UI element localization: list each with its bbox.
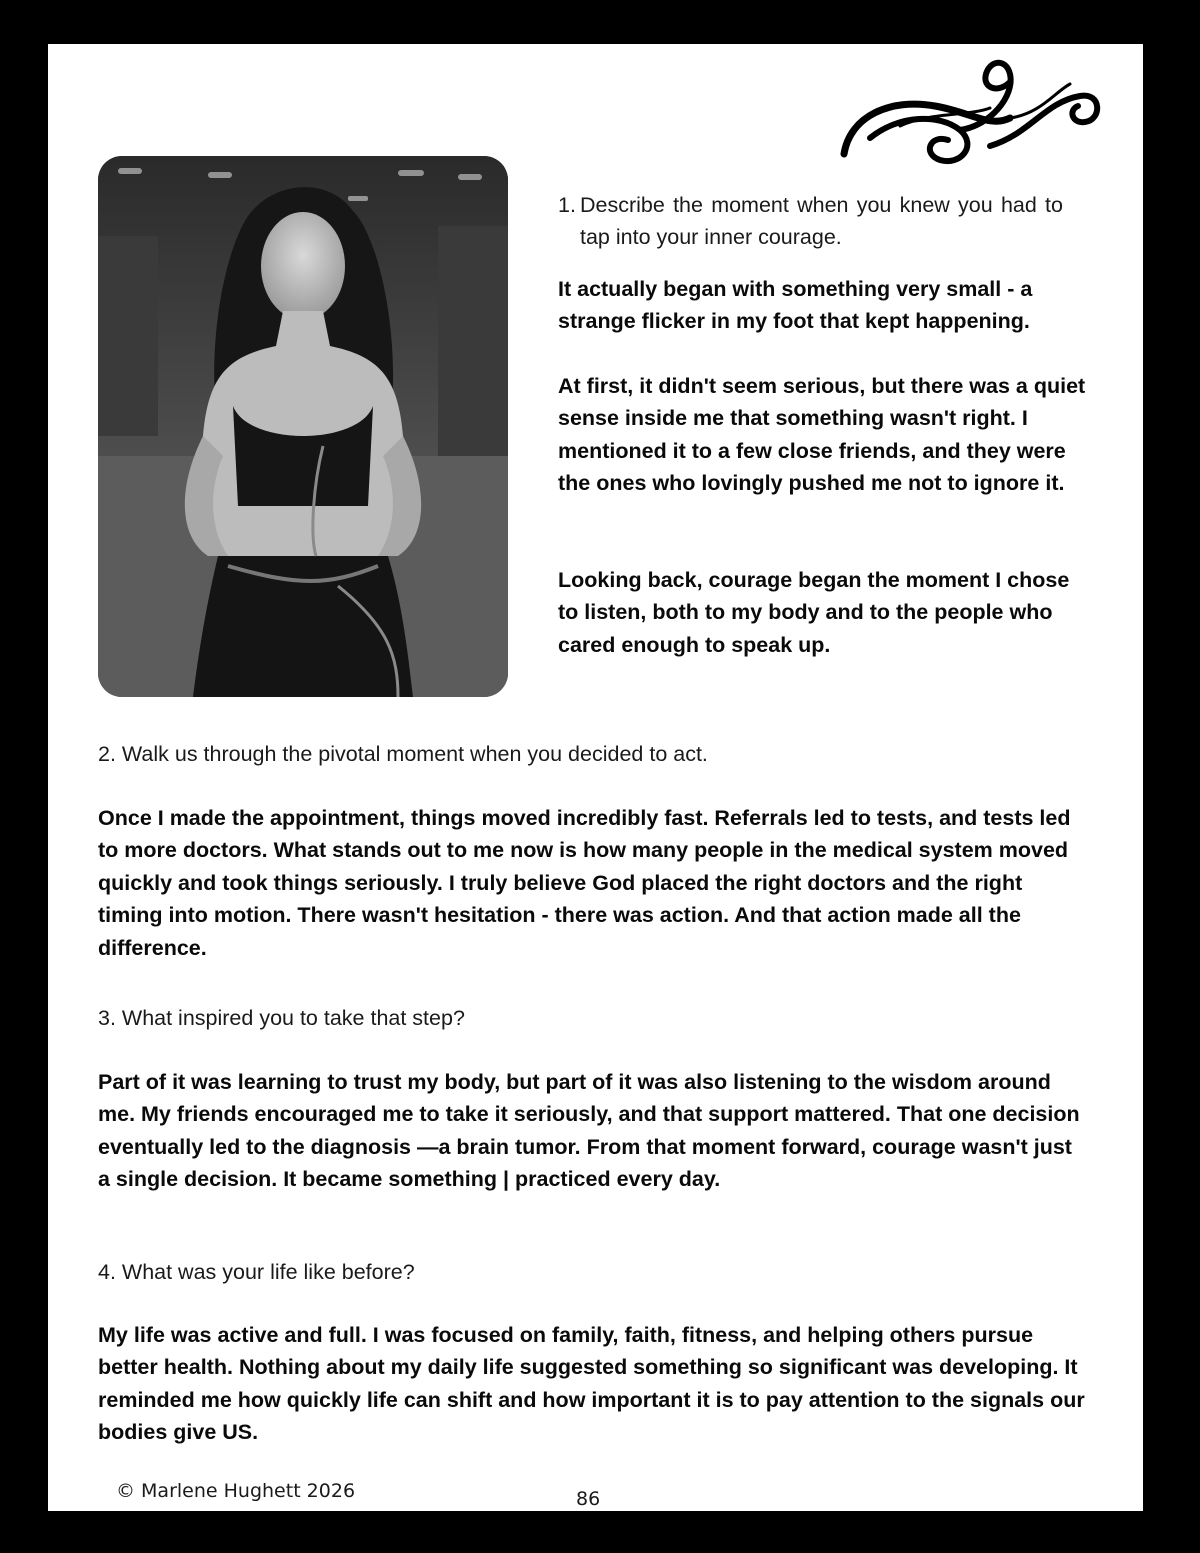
document-page xyxy=(48,44,1143,1511)
decorative-flourish-icon xyxy=(840,56,1102,168)
copyright-notice: © Marlene Hughett 2026 xyxy=(116,1480,356,1502)
answer-3: Part of it was learning to trust my body, but part of it was also listening to the wisdom around me. My friends encouraged me to take it seriously, and that support mattered. That one decision eventually led to the diagnosis —a brain tumor. From that moment forward, courage wasn't just a single decision. It became something | practiced every day. xyxy=(98,1070,1080,1192)
question-3: 3. What inspired you to take that step? xyxy=(98,1006,465,1030)
page-number: 86 xyxy=(576,1488,601,1510)
answer-4: My life was active and full. I was focused on family, faith, fitness, and helping others pursue better health. Nothing about my daily life suggested something so significant was developing. It reminded me how quickly life can shift and how important it is to pay attention to the signals our bodies give US. xyxy=(98,1323,1085,1445)
answer-1-paragraph-2: At first, it didn't seem serious, but there was a quiet sense inside me that something wasn't right. I mentioned it to a few close friends, and they were the ones who lovingly pushed me not to ignore it. xyxy=(558,374,1086,496)
question-1-text: Describe the moment when you knew you had to tap into your inner courage. xyxy=(580,193,1063,249)
question-1-number: 1. xyxy=(558,193,576,217)
answer-1-paragraph-1: It actually began with something very small - a strange flicker in my foot that kept happening. xyxy=(558,277,1033,334)
question-2: 2. Walk us through the pivotal moment when you decided to act. xyxy=(98,742,708,766)
question-4: 4. What was your life like before? xyxy=(98,1260,415,1284)
answer-2: Once I made the appointment, things moved incredibly fast. Referrals led to tests, and tests led to more doctors. What stands out to me now is how many people in the medical system moved quickly and took things seriously. I truly believe God placed the right doctors and the right timing into motion. There wasn't hesitation - there was action. And that action made all the difference. xyxy=(98,806,1071,960)
portrait-photo xyxy=(98,156,508,697)
answer-1-paragraph-3: Looking back, courage began the moment I chose to listen, both to my body and to the people who cared enough to speak up. xyxy=(558,568,1070,657)
question-1 xyxy=(558,189,1063,253)
